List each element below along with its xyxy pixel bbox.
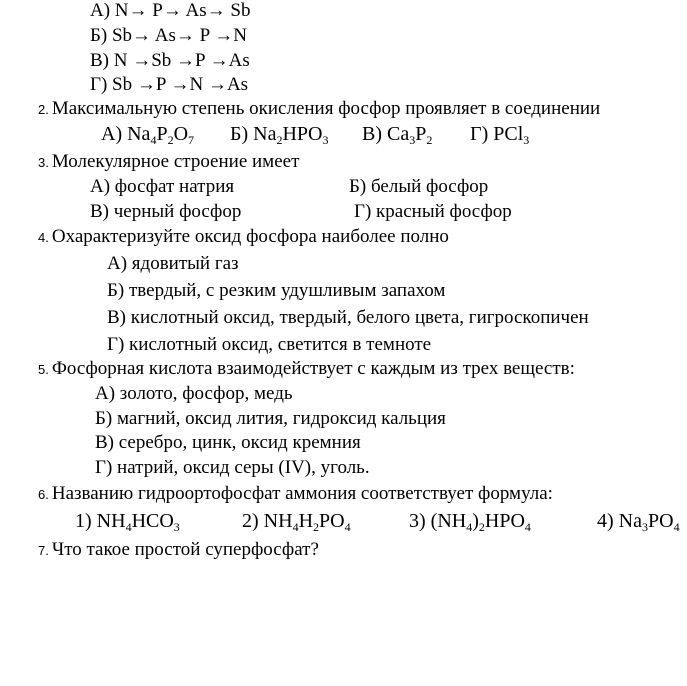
formula-text: Na: [127, 123, 151, 145]
subscript: 3: [642, 520, 648, 532]
formula-text: Na: [253, 123, 277, 145]
subscript: 7: [188, 133, 195, 147]
formula-text: (NH: [430, 510, 467, 532]
question-number: 3.: [38, 155, 49, 170]
subscript: 2: [313, 520, 320, 534]
subscript: 3: [173, 520, 180, 534]
formula-text: H: [298, 510, 314, 532]
q6-option-2: [242, 510, 351, 532]
option-label: А): [101, 123, 128, 145]
formula-text: HPO: [484, 510, 525, 532]
q3-option-a: А) фосфат натрия: [90, 176, 235, 197]
q2-option-b: [230, 123, 329, 145]
question-2: [38, 98, 600, 121]
subscript: 4: [673, 520, 680, 532]
q4-option-d: Г) кислотный оксид, светится в темноте: [107, 334, 432, 355]
question-text: Охарактеризуйте оксид фосфора наиболее полно: [51, 226, 449, 247]
subscript: 2: [167, 133, 174, 147]
subscript: 4: [292, 520, 299, 534]
question-text: Названию гидроортофосфат аммония соответствует формула:: [51, 483, 553, 504]
option-label: В): [362, 123, 387, 145]
subscript: 4: [344, 520, 351, 534]
q5-option-d: Г) натрий, оксид серы (IV), уголь.: [95, 457, 370, 478]
subscript: 2: [478, 520, 485, 534]
subscript: 3: [409, 133, 416, 147]
formula-text: O: [173, 123, 189, 145]
formula-text: HCO: [131, 510, 174, 532]
question-text: Молекулярное строение имеет: [51, 151, 300, 172]
question-number: 5.: [38, 362, 49, 377]
subscript: 3: [523, 133, 530, 147]
option-label: 1): [75, 510, 97, 532]
q1-option-c: В) N →Sb →P →As: [90, 50, 250, 71]
subscript: 4: [524, 520, 531, 534]
q6-option-4: [597, 510, 687, 532]
formula-text: PO: [319, 510, 345, 532]
question-3: [38, 151, 299, 174]
formula-text: P: [415, 123, 427, 145]
q6-option-3: [409, 510, 531, 532]
formula-text: HPO: [282, 123, 323, 145]
formula-text: NH: [96, 510, 126, 532]
question-text: Фосфорная кислота взаимодействует с каждым из трех веществ:: [51, 358, 575, 379]
question-text: Что такое простой суперфосфат?: [51, 539, 319, 560]
question-number: 2.: [38, 102, 49, 117]
subscript: 2: [276, 133, 283, 147]
q2-option-d: [470, 123, 529, 145]
q6-option-1: [75, 510, 180, 532]
subscript: 3: [322, 133, 329, 147]
subscript: 4: [125, 520, 132, 534]
q1-option-a: А) N→ P→ As→ Sb: [90, 0, 251, 21]
formula-text: P: [156, 123, 168, 145]
formula-text: ): [472, 510, 479, 532]
option-label: 4): [597, 510, 619, 532]
option-label: 3): [409, 510, 431, 532]
formula-text: NH: [263, 510, 293, 532]
formula-text: PCl: [493, 123, 524, 145]
question-7: [38, 539, 319, 562]
q4-option-a: А) ядовитый газ: [107, 253, 239, 274]
formula-text: Na: [618, 510, 642, 532]
q3-option-c: В) черный фосфор: [90, 201, 242, 222]
option-label: Г): [470, 123, 494, 145]
option-label: 2): [242, 510, 264, 532]
subscript: 4: [466, 520, 473, 534]
q4-option-c: В) кислотный оксид, твердый, белого цвета, гигроскопичен: [107, 307, 589, 328]
q5-option-b: Б) магний, оксид лития, гидроксид кальция: [95, 408, 446, 429]
q3-option-d: Г) красный фосфор: [354, 201, 512, 222]
formula-text: Ca: [387, 123, 410, 145]
q5-option-a: А) золото, фосфор, медь: [95, 383, 293, 404]
q5-option-c: В) серебро, цинк, оксид кремния: [95, 432, 361, 453]
question-number: 4.: [38, 230, 49, 245]
subscript: 2: [426, 133, 433, 147]
question-number: 6.: [38, 487, 49, 502]
q3-option-b: Б) белый фосфор: [349, 176, 489, 197]
option-label: Б): [230, 123, 254, 145]
q2-option-a: [101, 123, 194, 145]
q4-option-b: Б) твердый, с резким удушливым запахом: [107, 280, 446, 301]
question-5: [38, 358, 575, 381]
formula-text: PO: [648, 510, 674, 532]
q1-option-b: Б) Sb→ As→ P →N: [90, 25, 247, 46]
subscript: 4: [150, 133, 157, 147]
q2-option-c: [362, 123, 432, 145]
question-number: 7.: [38, 543, 49, 558]
q1-option-d: Г) Sb →P →N →As: [90, 74, 249, 95]
question-text: Максимальную степень окисления фосфор проявляет в соединении: [51, 98, 601, 119]
question-6: [38, 483, 553, 506]
question-4: [38, 226, 449, 249]
